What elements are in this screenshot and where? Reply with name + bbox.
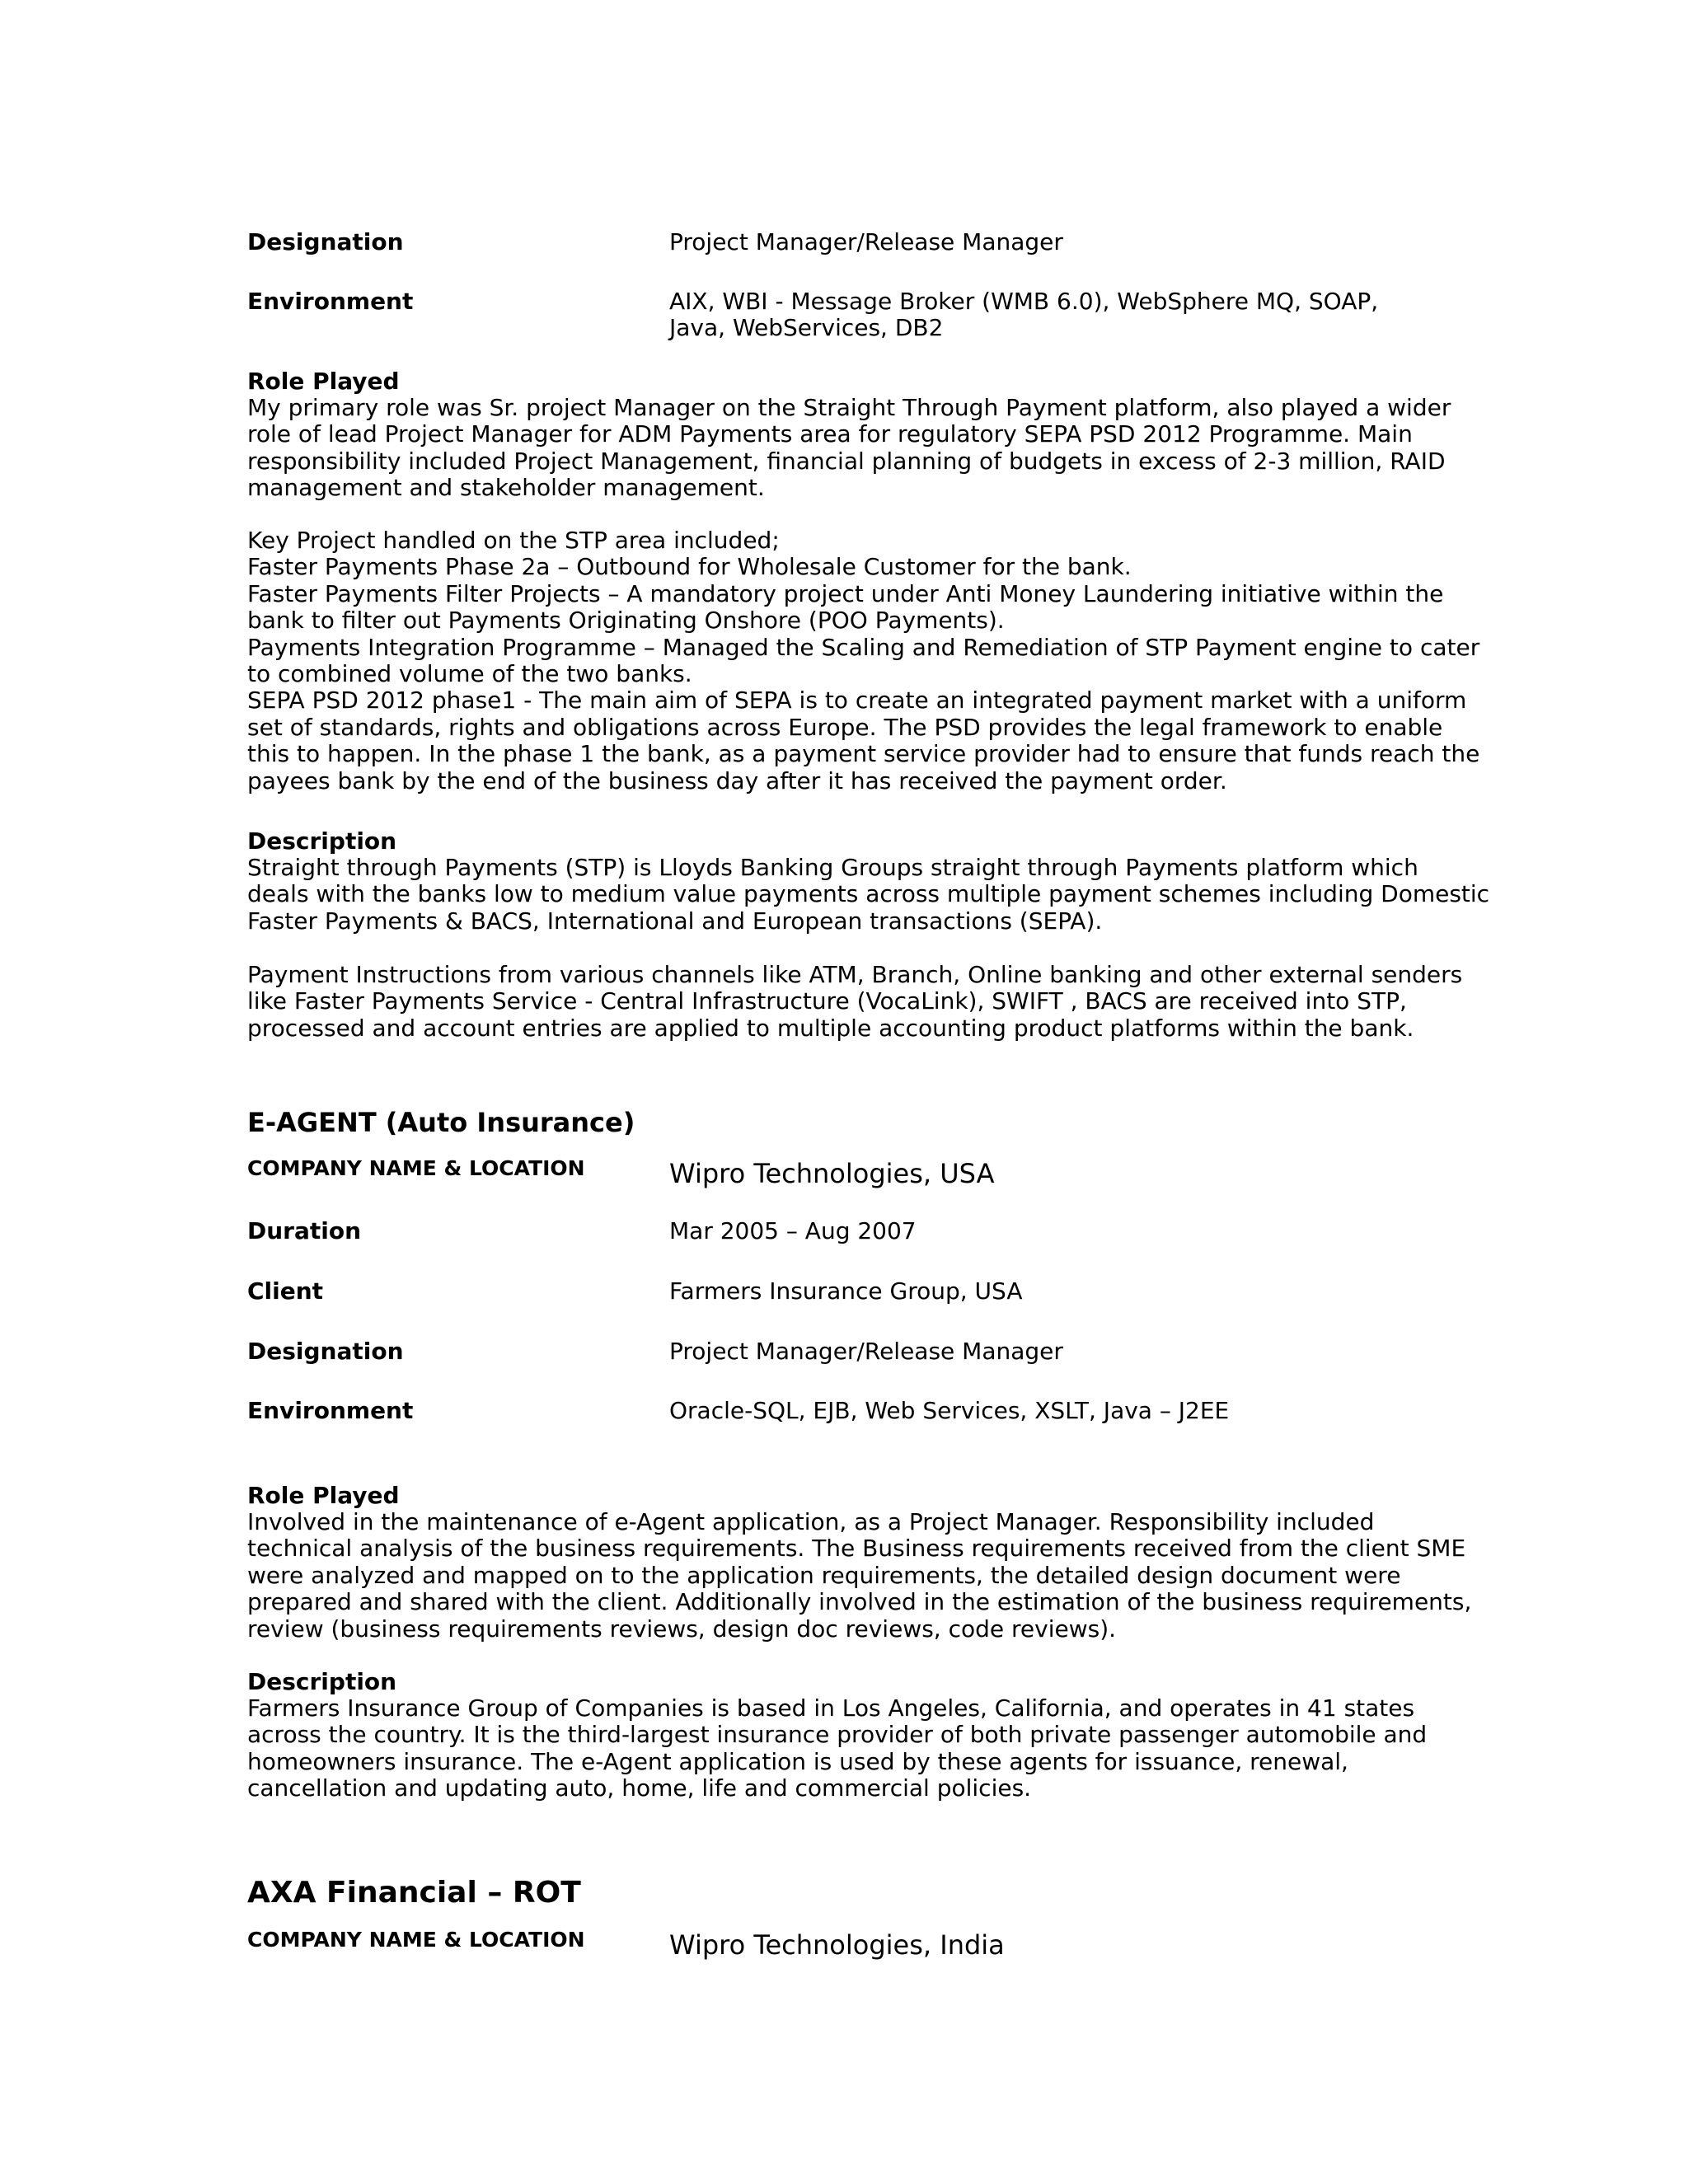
text-line: this to happen. In the phase 1 the bank, as a payment service provider had to ensure that funds reach the [247, 740, 1480, 768]
environment-row [247, 1398, 1451, 1464]
role-played-text [247, 395, 1451, 502]
project-title: E-AGENT (Auto Insurance) [247, 1107, 635, 1138]
text-line: role of lead Project Manager for ADM Payments area for regulatory SEPA PSD 2012 Programme. Main [247, 420, 1413, 448]
key-projects-text [247, 527, 1480, 794]
description-heading: Description [247, 827, 397, 855]
description-text [247, 854, 1490, 935]
designation-row [247, 1338, 1451, 1404]
environment-value-line: AIX, WBI - Message Broker (WMB 6.0), WebSphere MQ, SOAP, [669, 288, 1379, 315]
text-line: Involved in the maintenance of e-Agent application, as a Project Manager. Responsibility included [247, 1508, 1375, 1535]
duration-row [247, 1218, 1451, 1284]
designation-row [247, 229, 1451, 295]
text-line: Farmers Insurance Group of Companies is based in Los Angeles, California, and operates in 41 states [247, 1694, 1415, 1722]
designation-label: Designation [247, 1338, 404, 1365]
duration-value: Mar 2005 – Aug 2007 [669, 1217, 917, 1244]
text-line: like Faster Payments Service - Central Infrastructure (VocaLink), SWIFT , BACS are received into STP, [247, 987, 1407, 1015]
company-value: Wipro Technologies, USA [669, 1158, 995, 1189]
description-continued [247, 961, 1463, 1042]
text-line: bank to filter out Payments Originating Onshore (POO Payments). [247, 607, 1005, 635]
text-line: management and stakeholder management. [247, 474, 765, 502]
text-line: technical analysis of the business requirements. The Business requirements received from the client SME [247, 1535, 1466, 1563]
company-label: COMPANY NAME & LOCATION [247, 1156, 585, 1180]
key-projects-section [247, 527, 1480, 794]
role-played-heading: Role Played [247, 368, 400, 395]
description-section [247, 827, 1490, 935]
environment-label: Environment [247, 1397, 414, 1424]
role-played-section [247, 1482, 1472, 1643]
text-line: Faster Payments & BACS, International and European transactions (SEPA). [247, 907, 1103, 935]
role-played-heading: Role Played [247, 1482, 400, 1509]
duration-label: Duration [247, 1217, 362, 1244]
text-line: processed and account entries are applied to multiple accounting product platforms within the bank. [247, 1014, 1414, 1042]
environment-label: Environment [247, 288, 414, 315]
text-line: to combined volume of the two banks. [247, 660, 692, 688]
company-row [247, 1154, 1451, 1220]
text-line: Faster Payments Phase 2a – Outbound for Wholesale Customer for the bank. [247, 553, 1132, 581]
text-line: review (business requirements reviews, design doc reviews, code reviews). [247, 1615, 1117, 1643]
text-line: prepared and shared with the client. Additionally involved in the estimation of the business requirements, [247, 1588, 1472, 1616]
company-label: COMPANY NAME & LOCATION [247, 1928, 585, 1952]
text-line: set of standards, rights and obligations across Europe. The PSD provides the legal framework to enable [247, 713, 1443, 741]
client-value: Farmers Insurance Group, USA [669, 1277, 1023, 1305]
text-line: deals with the banks low to medium value payments across multiple payment schemes including Domestic [247, 880, 1490, 908]
description-text [247, 961, 1463, 1042]
text-line: homeowners insurance. The e-Agent application is used by these agents for issuance, renewal, [247, 1747, 1348, 1775]
text-line: were analyzed and mapped on to the application requirements, the detailed design document were [247, 1561, 1401, 1589]
environment-value [669, 288, 1451, 341]
description-heading: Description [247, 1668, 397, 1695]
designation-label: Designation [247, 228, 404, 255]
environment-row [247, 288, 1451, 354]
environment-value: Oracle-SQL, EJB, Web Services, XSLT, Java – J2EE [669, 1397, 1230, 1424]
environment-value-line: Java, WebServices, DB2 [669, 314, 944, 341]
text-line: responsibility included Project Management, financial planning of budgets in excess of 2-3 million, RAID [247, 447, 1446, 475]
description-section [247, 1669, 1451, 1802]
company-value: Wipro Technologies, India [669, 1929, 1005, 1961]
text-line: payees bank by the end of the business day after it has received the payment order. [247, 766, 1227, 794]
text-line: Payment Instructions from various channels like ATM, Branch, Online banking and other external senders [247, 961, 1463, 988]
text-line: SEPA PSD 2012 phase1 - The main aim of SEPA is to create an integrated payment market with a uniform [247, 687, 1467, 715]
role-played-text [247, 1508, 1472, 1643]
text-line: My primary role was Sr. project Manager on the Straight Through Payment platform, also played a wider [247, 394, 1451, 421]
text-line: Key Project handled on the STP area included; [247, 527, 780, 554]
project-title: AXA Financial – ROT [247, 1876, 581, 1910]
text-line: Payments Integration Programme – Managed the Scaling and Remediation of STP Payment engine to cater [247, 633, 1480, 661]
text-line: Faster Payments Filter Projects – A mandatory project under Anti Money Laundering initiative within the [247, 579, 1444, 607]
text-line: across the country. It is the third-largest insurance provider of both private passenger automobile and [247, 1721, 1428, 1749]
designation-value: Project Manager/Release Manager [669, 228, 1063, 255]
designation-value: Project Manager/Release Manager [669, 1338, 1063, 1365]
text-line: cancellation and updating auto, home, life and commercial policies. [247, 1774, 1032, 1802]
client-row [247, 1278, 1451, 1344]
company-row [247, 1925, 1451, 1991]
description-text [247, 1695, 1451, 1802]
text-line: Straight through Payments (STP) is Lloyds Banking Groups straight through Payments platform which [247, 854, 1418, 881]
role-played-section [247, 368, 1451, 502]
client-label: Client [247, 1277, 324, 1305]
